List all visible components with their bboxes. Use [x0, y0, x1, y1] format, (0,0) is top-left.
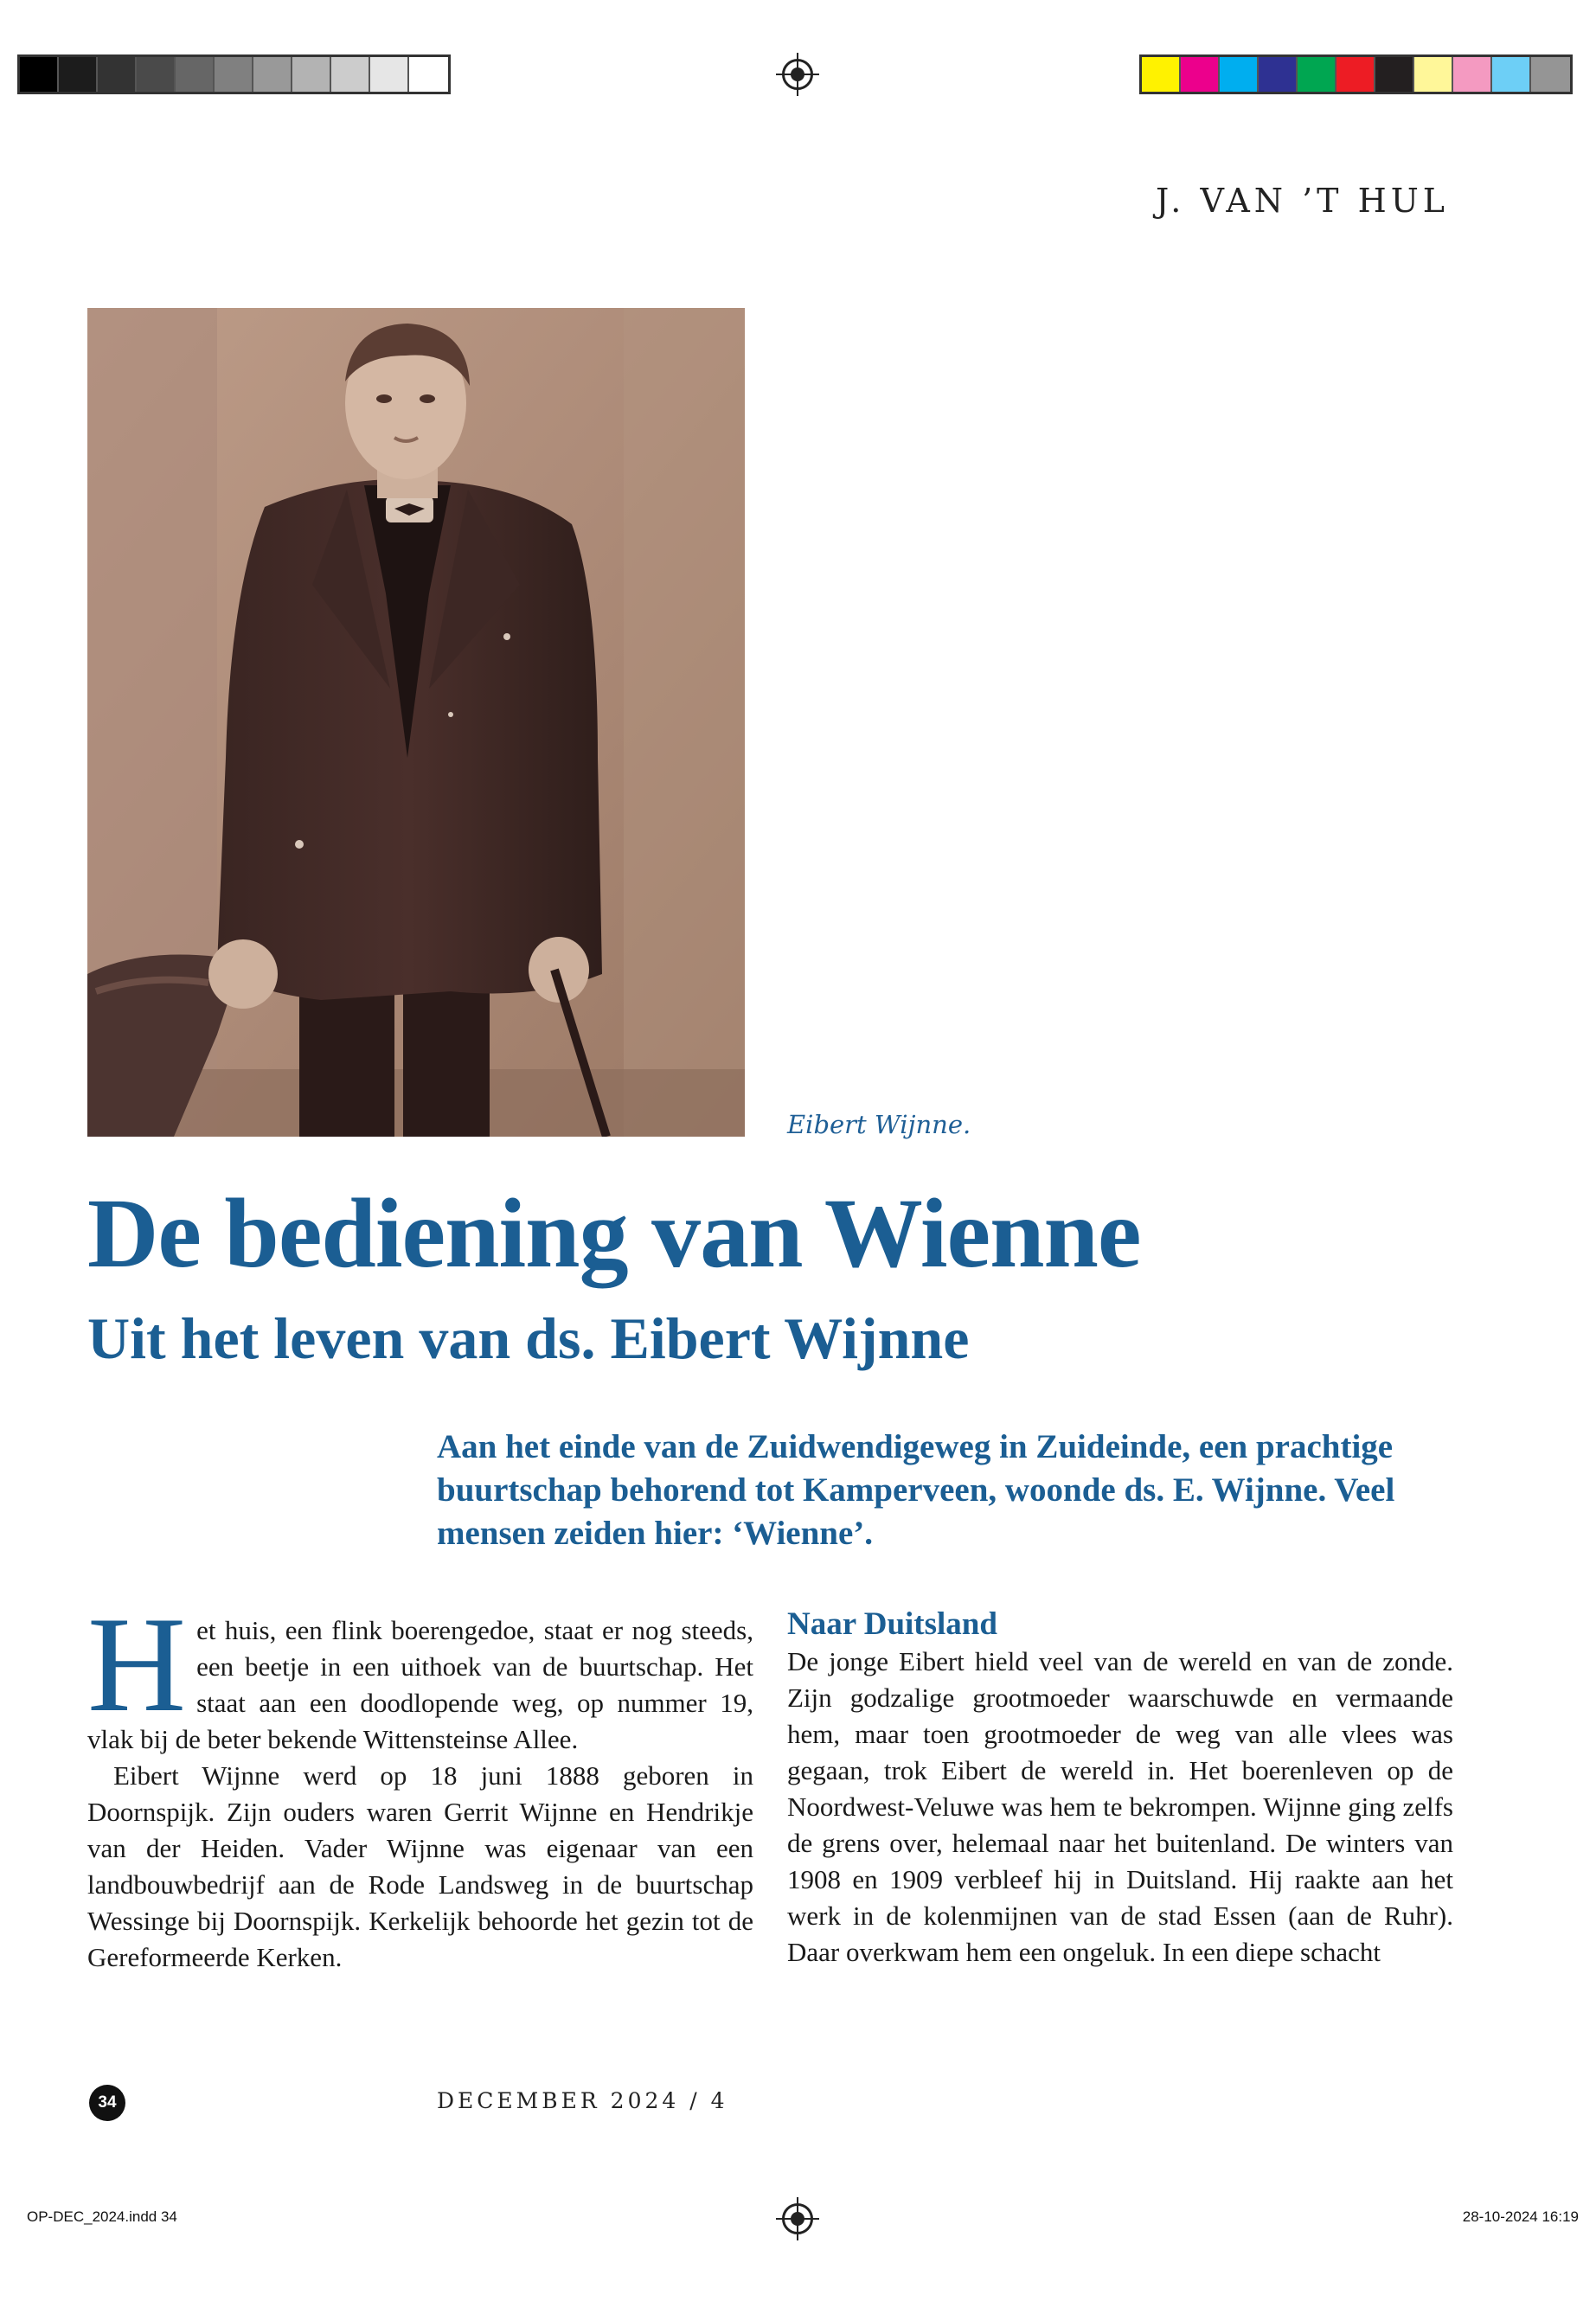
gray-swatch [20, 57, 59, 92]
issue-label: DECEMBER 2024 / 4 [437, 2088, 728, 2113]
color-swatch [1298, 57, 1336, 92]
gray-swatch [331, 57, 370, 92]
section-heading: Naar Duitsland [787, 1606, 997, 1642]
gray-swatch [253, 57, 292, 92]
column-left [87, 1589, 753, 1976]
registration-mark-top [782, 59, 813, 90]
print-slug-date: 28-10-2024 16:19 [1462, 2208, 1579, 2225]
gray-swatch [137, 57, 176, 92]
color-calibration-bar [1139, 54, 1573, 94]
registration-mark-bottom [782, 2203, 813, 2234]
gray-swatch [292, 57, 331, 92]
color-swatch [1453, 57, 1492, 92]
article-subtitle: Uit het leven van ds. Eibert Wijnne [87, 1305, 970, 1371]
author-name: J. VAN ’T HUL [1156, 182, 1449, 220]
color-swatch [1531, 57, 1570, 92]
column-right [787, 1607, 1453, 1971]
paragraph-2: Eibert Wijnne werd op 18 juni 1888 geboren in Doornspijk. Zijn ouders waren Gerrit Wijnne en Hendrikje van der Heiden. Vader Wijnne was eigenaar van een landbouwbedrijf aan de Rode Landsweg in de buurtschap Wessinge bij Doornspijk. Kerkelijk behoorde het gezin tot de Gereformeerde Kerken. [87, 1760, 753, 1972]
page-number: 34 [89, 2085, 125, 2121]
color-swatch [1259, 57, 1298, 92]
paragraph-1 [87, 1589, 753, 1758]
gray-scale-bar [17, 54, 451, 94]
article-lead: Aan het einde van de Zuidwendigeweg in Zuideinde, een prachtige buurtschap behorend tot Kamperveen, woonde ds. E. Wijnne. Veel mensen zeiden hier: ‘Wienne’. [437, 1428, 1395, 1552]
gray-swatch [98, 57, 137, 92]
gray-swatch [370, 57, 409, 92]
article-title: De bediening van Wienne [87, 1178, 1141, 1288]
color-swatch [1492, 57, 1531, 92]
color-swatch [1336, 57, 1375, 92]
color-swatch [1375, 57, 1414, 92]
portrait-photo [87, 308, 745, 1137]
color-swatch [1414, 57, 1453, 92]
drop-cap: H [87, 1589, 187, 1740]
color-swatch [1142, 57, 1181, 92]
paragraph-3: De jonge Eibert hield veel van de wereld en van de zonde. Zijn godzalige grootmoeder waarschuwde en vermaande hem, maar toen grootmoeder de weg van alle vlees was gegaan, trok Eibert de wereld in. Het boerenleven op de Noordwest-Veluwe was hem te bekrompen. Wijnne ging zelfs de grens over, helemaal naar het buitenland. De winters van 1908 en 1909 verbleef hij in Duitsland. Hij raakte aan het werk in de kolenmijnen van de stad Essen (aan de Ruhr). Daar overkwam hem een ongeluk. In een diepe schacht [787, 1646, 1453, 1967]
color-swatch [1181, 57, 1220, 92]
color-swatch [1220, 57, 1259, 92]
gray-swatch [176, 57, 215, 92]
paragraph-1-text: et huis, een flink boerengedoe, staat er nog steeds, een beetje in een uithoek van de buurtschap. Het staat aan een doodlopende weg, op nummer 19, vlak bij de beter bekende Wittensteinse Allee. [87, 1615, 753, 1754]
gray-swatch [59, 57, 98, 92]
gray-swatch [215, 57, 253, 92]
gray-swatch [409, 57, 448, 92]
print-slug-file: OP-DEC_2024.indd 34 [27, 2208, 177, 2225]
photo-caption: Eibert Wijnne. [787, 1110, 971, 1139]
